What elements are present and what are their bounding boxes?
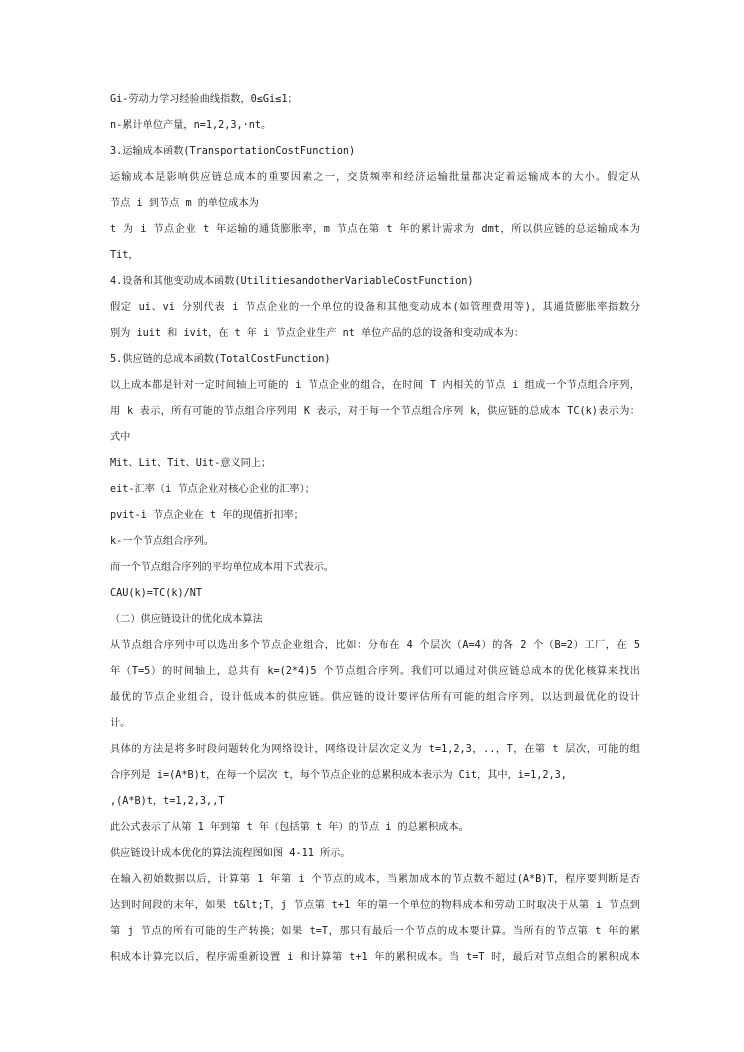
text-line-25: 计。 [110,718,131,729]
text-line-18: k-一个节点组合序列。 [110,536,214,547]
text-line-14: 式中 [110,432,131,443]
text-line-17: pvit-i 节点企业在 t 年的现值折扣率； [110,510,304,521]
text-line-5: 节点 i 到节点 m 的单位成本为 [110,198,259,209]
text-line-33: 第 j 节点的所有可能的生产转换；如果 t=T，那只有最后一个节点的成本要计算。当所有的节点第 t 年的累 [110,926,640,937]
text-line-6: t 为 i 节点企业 t 年运输的通货膨胀率，m 节点在第 t 年的累计需求为 dmt，所以供应链的总运输成本为 [110,224,640,235]
text-line-12: 以上成本都是针对一定时间轴上可能的 i 节点企业的组合，在时间 T 内相关的节点 i 组成一个节点组合序列， [110,380,640,391]
text-line-30: 供应链设计成本优化的算法流程图如图 4-11 所示。 [110,848,351,859]
text-line-22: 从节点组合序列中可以选出多个节点企业组合，比如：分布在 4 个层次（A=4）的各 2 个（B=2）工厂，在 5 [110,640,640,651]
text-line-2: n-累计单位产量，n=1,2,3,·nt。 [110,120,272,131]
text-line-7: Tit， [110,250,139,261]
text-line-24: 最优的节点企业组合，设计低成本的供应链。供应链的设计要评估所有可能的组合序列，以达到最优化的设计 [110,692,640,703]
text-line-28: ,(A*B)t，t=1,2,3,,T [110,796,225,807]
text-line-29: 此公式表示了从第 1 年到第 t 年（包括第 t 年）的节点 i 的总累积成本。 [110,822,469,833]
section-heading-optimization: （二）供应链设计的优化成本算法 [110,614,263,625]
text-line-27: 合序列是 i=(A*B)t，在每一个层次 t，每个节点企业的总累积成本表示为 Cit，其中，i=1,2,3, [110,770,567,781]
text-line-10: 别为 iuit 和 ivit，在 t 年 i 节点企业生产 nt 单位产品的总的设备和变动成本为： [110,328,525,339]
text-line-26: 具体的方法是将多时段问题转化为网络设计，网络设计层次定义为 t=1,2,3，..，T，在第 t 层次，可能的组 [110,744,640,755]
text-line-31: 在输入初始数据以后，计算第 1 年第 i 个节点的成本，当累加成本的节点数不超过(A*B)T，程序要判断是否 [110,874,640,885]
section-heading-5: 5.供应链的总成本函数(TotalCostFunction) [110,354,331,365]
text-line-15: Mit、Lit、Tit、Uit-意义同上； [110,458,272,469]
text-line-23: 年（T=5）的时间轴上，总共有 k=(2*4)5 个节点组合序列。我们可以通过对供应链总成本的优化核算来找出 [110,666,640,677]
text-line-9: 假定 ui、vi 分别代表 i 节点企业的一个单位的设备和其他变动成本(如管理费用等)，其通货膨胀率指数分 [110,302,640,313]
text-line-34: 积成本计算完以后，程序需重新设置 i 和计算第 t+1 年的累积成本。当 t=T 时，最后对节点组合的累积成本 [110,952,640,963]
text-line-19: 而一个节点组合序列的平均单位成本用下式表示。 [110,562,335,573]
section-heading-3: 3.运输成本函数(TransportationCostFunction) [110,146,356,157]
text-line-13: 用 k 表示，所有可能的节点组合序列用 K 表示，对于每一个节点组合序列 k，供应链的总成本 TC(k)表示为： [110,406,640,417]
text-line-16: eit-汇率（i 节点企业对核心企业的汇率）； [110,484,315,495]
section-heading-4: 4.设备和其他变动成本函数(UtilitiesandotherVariableCostFunction) [110,276,474,287]
text-line-1: Gi-劳动力学习经验曲线指数，0≤Gi≤1； [110,94,298,105]
formula-cau: CAU(k)=TC(k)/NT [110,588,203,599]
text-line-4: 运输成本是影响供应链总成本的重要因素之一，交货频率和经济运输批量都决定着运输成本的大小。假定从 [110,172,640,183]
text-line-32: 达到时间段的末年，如果 t&lt;T，j 节点第 t+1 年的第一个单位的物料成本和劳动工时取决于从第 i 节点到 [110,900,640,911]
